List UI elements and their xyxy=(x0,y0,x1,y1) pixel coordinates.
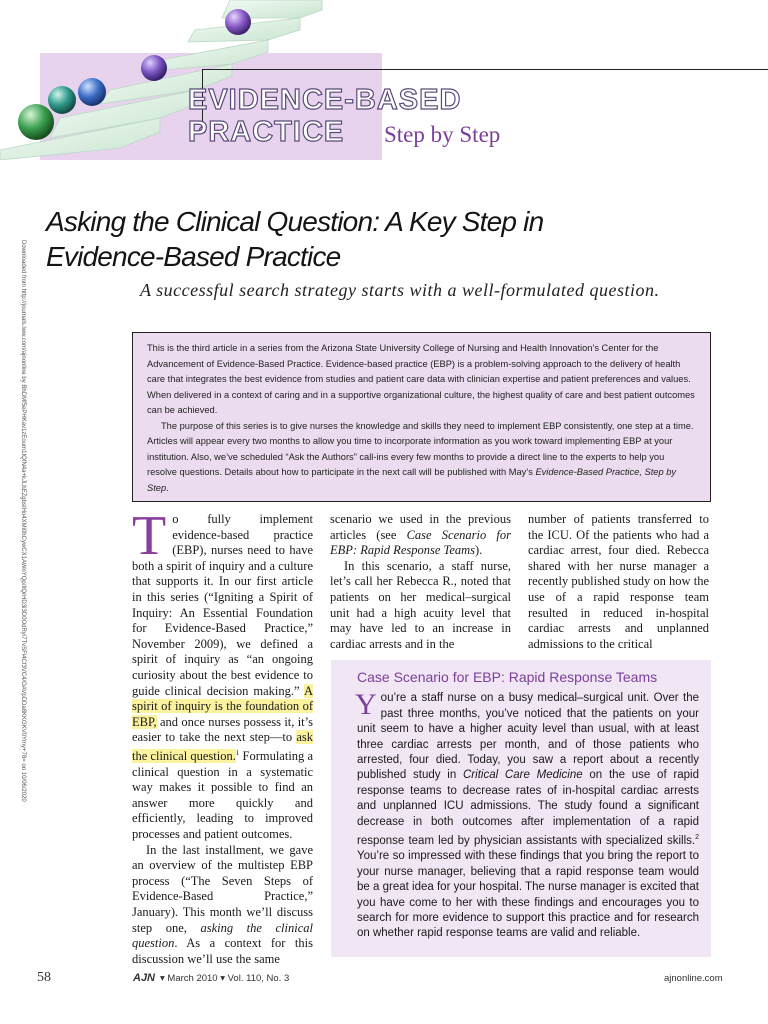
journal-abbrev: AJN xyxy=(133,972,156,984)
body-paragraph xyxy=(132,843,313,968)
page-number: 58 xyxy=(37,970,51,985)
body-text: scenario we used in the previous articles (see xyxy=(330,512,511,542)
intro-text: The purpose of this series is to give nurses the knowledge and skills they need to implement EBP consistently, one step at a time. Articles will appear every two months to allow you time to incorporate information as you work toward implementing EBP at your institution. Also, we’ve scheduled “Ask the Authors” call-ins every few months to provide a direct line to the experts to help you resolve questions. Details about how to participate in the next call will be published with May’s xyxy=(147,420,694,477)
article-subtitle: A successful search strategy starts with a well-formulated question. xyxy=(140,280,660,300)
body-paragraph xyxy=(330,512,511,559)
page-footer xyxy=(0,970,768,990)
issue-info: ▾ March 2010 ▾ Vol. 110, No. 3 xyxy=(160,973,290,984)
case-scenario-title: Case Scenario for EBP: Rapid Response Teams xyxy=(357,669,658,685)
case-text: You’re so impressed with these findings that you bring the report to your nurse manager, believing that a rapid response team would be a great idea for your hospital. The nurse manager is excited that you have come to her with these findings and encourages you to search for more evidence to support this practice and for research on whether rapid response teams are valid and reliable. xyxy=(357,850,699,940)
citation-number: 1 xyxy=(235,748,240,757)
series-subtitle: Step by Step xyxy=(384,122,501,147)
series-title-line1: EVIDENCE-BASED xyxy=(188,84,462,116)
body-column-1 xyxy=(132,505,313,967)
intro-text: . xyxy=(166,482,169,493)
body-paragraph: In this scenario, a staff nurse, let’s call her Rebecca R., noted that patients on her medical–surgical unit had a high acuity level that may have led to an increase in cardiac arrests and in the xyxy=(330,558,511,651)
italic-text: Case Scenario for EBP: Rapid Response Teams xyxy=(330,527,511,558)
body-text: Formulating a clinical question in a systematic way makes it possible to find an answer more quickly and efficiently, leading to improved processes and patient outcomes. xyxy=(132,749,313,842)
green-sphere xyxy=(18,104,54,140)
blue-sphere xyxy=(78,78,106,106)
purple-sphere xyxy=(225,9,251,35)
intro-paragraph: This is the third article in a series from the Arizona State University College of Nursing and Health Innovation’s Center for the Advancement of Evidence-Based Practice. Evidence-based practice (EBP) is a problem-solving approach to the delivery of health care that integrates the best evidence from studies and patient care data with clinician expertise and patient preferences and values. When delivered in a context of caring and in a supportive organizational culture, the highest quality of care and best patient outcomes can be achieved. xyxy=(147,343,695,415)
case-scenario-box xyxy=(331,660,711,957)
body-column-2 xyxy=(330,512,511,652)
violet-sphere xyxy=(141,55,167,81)
body-column-3 xyxy=(528,512,709,652)
body-text: o fully implement evidence-based practice (EBP), nurses need to have both a spirit of inquiry and a culture that supports it. In our first article in this series (“Igniting a Spirit of Inquiry: An Essential Foundation for Evidence-Based Practice,” November 2009), we defined a spirit of inquiry as “an ongoing curiosity about the best evidence to guide clinical decision making.” xyxy=(132,512,313,698)
case-text: ou’re a staff nurse on a busy medical–surgical unit. Over the past three months, you’ve noticed that the patients on your unit seem to have a higher acuity level than usual, with at least three cardiac arrests per month, and of those patients who arrested, four died. Today, you saw a report about a recently published study in xyxy=(357,692,699,782)
article-title: Asking the Clinical Question: A Key Step in Evidence-Based Practice xyxy=(46,206,544,272)
download-notice: Downloaded from http://journals.lww.com/ajnonline by BhDMf5ePHKav1zEoum1tQfN4a+kJLhEZgbsIHo4XMi0hCywCX1AWnYQp/IlQrHD3i3D0OdRyi7TvSFl4Cf3VC4/OAVpDDa8KKGKV0Ymy+78= on 10/06/2020 xyxy=(20,240,26,802)
case-scenario-body xyxy=(355,688,699,941)
series-banner xyxy=(0,0,768,160)
series-intro-box xyxy=(132,332,711,502)
highlighted-text: ask the clinical question. xyxy=(132,730,313,764)
body-paragraph xyxy=(132,505,313,843)
teal-sphere xyxy=(48,86,76,114)
intro-paragraph xyxy=(147,419,696,497)
drop-cap: T xyxy=(132,505,167,567)
intro-italic-text: Evidence-Based Practice, Step by Step xyxy=(147,467,677,493)
citation-number: 2 xyxy=(695,834,699,842)
website-url[interactable]: ajnonline.com xyxy=(664,973,723,984)
body-text: . As a context for this discussion we’ll use the same xyxy=(132,936,313,966)
highlighted-text: A spirit of inquiry is the foundation of EBP, xyxy=(132,683,313,729)
body-text: In the last installment, we gave an overview of the multistep EBP process (“The Seven Steps of Evidence-Based Practice,” January). This month we’ll discuss step one, xyxy=(132,842,313,935)
body-text: and once nurses possess it, it’s easier to take the next step—to xyxy=(132,714,313,745)
body-paragraph: number of patients transferred to the ICU. Of the patients who had a cardiac arrest, four died. Rebecca shared with her nurse manager a recently published study on how the use of a rapid response team resulted in reduced in-hospital cardiac arrests and unplanned admissions to the critical xyxy=(528,512,709,651)
italic-text: asking the clinical question xyxy=(132,920,313,951)
drop-cap: Y xyxy=(355,688,377,722)
journal-name-italic: Critical Care Medicine xyxy=(463,769,583,782)
body-text: ). xyxy=(475,543,483,558)
series-title-line2: PRACTICE xyxy=(188,116,345,148)
case-text: on the use of rapid response teams to decrease rates of in-hospital cardiac arrests and unplanned ICU admissions. The study found a significant decrease in both outcomes after implementation of a rapid response team led by physician assistants with specialized skills. xyxy=(357,769,699,847)
